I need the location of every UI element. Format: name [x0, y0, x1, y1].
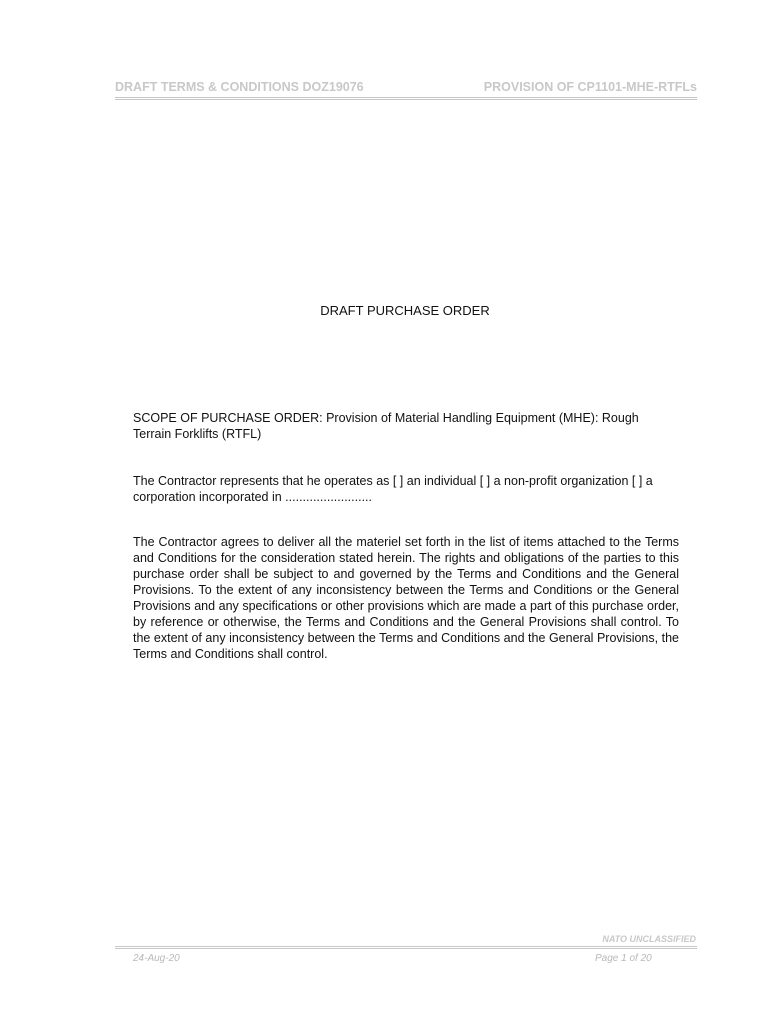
- document-title: DRAFT PURCHASE ORDER: [320, 303, 490, 318]
- classification-marking: NATO UNCLASSIFIED: [602, 934, 696, 944]
- header-doc-reference: DRAFT TERMS & CONDITIONS DOZ19076: [115, 80, 364, 94]
- contractor-agreement-paragraph: The Contractor agrees to deliver all the materiel set forth in the list of items attached to the Terms and Conditions for the consideration stated herein. The rights and obligations of the parties to this purchase order shall be subject to and governed by the Terms and Conditions and the General Provisions. To the extent of any inconsistency between the Terms and Conditions or the General Provisions and any specifications or other provisions which are made a part of this purchase order, by reference or otherwise, the Terms and Conditions and the General Provisions shall control. To the extent of any inconsistency between the Terms and Conditions and the General Provisions, the Terms and Conditions shall control.: [133, 535, 679, 661]
- contractor-representation-paragraph: The Contractor represents that he operates as [ ] an individual [ ] a non-profit organization [ ] a corporation incorporated in .........................: [133, 474, 653, 504]
- footer-page-number: Page 1 of 20: [595, 953, 652, 964]
- footer-date: 24-Aug-20: [133, 953, 180, 964]
- header-project-title: PROVISION OF CP1101-MHE-RTFLs: [483, 80, 697, 94]
- page-header: [115, 80, 697, 94]
- scope-paragraph: SCOPE OF PURCHASE ORDER: Provision of Material Handling Equipment (MHE): Rough Terrain Forklifts (RTFL): [133, 411, 639, 441]
- header-divider: [115, 97, 697, 100]
- footer-divider: [115, 946, 697, 949]
